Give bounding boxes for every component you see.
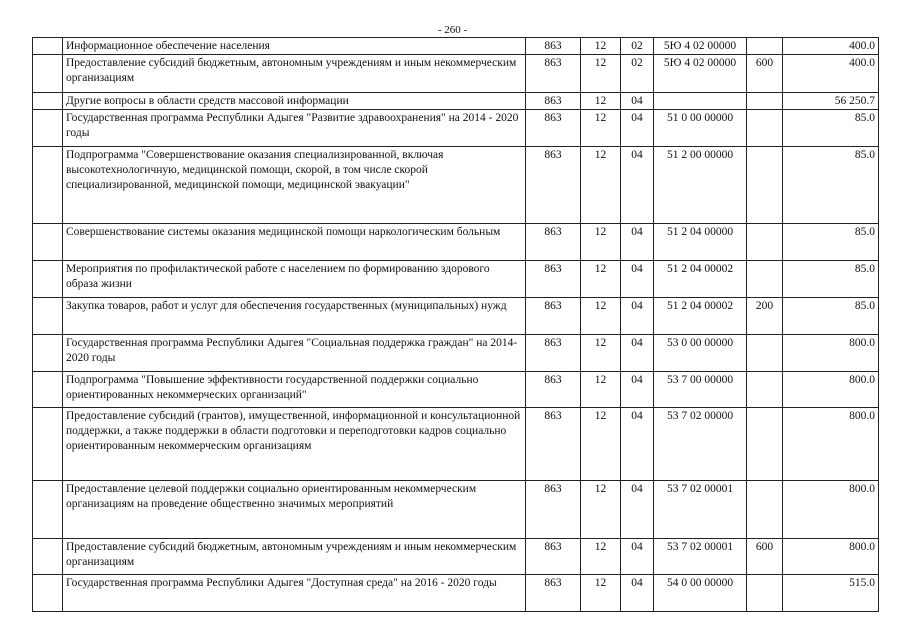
amount-cell: 800.0	[783, 539, 879, 575]
row-number-cell	[33, 147, 63, 224]
section-code-cell: 12	[581, 575, 621, 612]
item-name-cell: Другие вопросы в области средств массовой информации	[63, 93, 526, 110]
table-row	[33, 261, 879, 298]
target-article-code-cell: 51 2 04 00002	[654, 298, 747, 335]
table-row	[33, 147, 879, 224]
section-code-cell: 12	[581, 93, 621, 110]
item-name-cell: Подпрограмма "Повышение эффективности государственной поддержки социально ориентированных некоммерческих организаций"	[63, 372, 526, 408]
department-code-cell: 863	[526, 93, 581, 110]
row-number-cell	[33, 408, 63, 481]
row-number-cell	[33, 261, 63, 298]
expense-type-code-cell	[747, 93, 783, 110]
subsection-code-cell: 04	[621, 481, 654, 539]
row-number-cell	[33, 575, 63, 612]
section-code-cell: 12	[581, 481, 621, 539]
budget-table-body	[33, 38, 879, 612]
section-code-cell: 12	[581, 38, 621, 55]
item-name-cell: Закупка товаров, работ и услуг для обеспечения государственных (муниципальных) нужд	[63, 298, 526, 335]
budget-table	[32, 37, 879, 612]
amount-cell: 515.0	[783, 575, 879, 612]
row-number-cell	[33, 38, 63, 55]
target-article-code-cell: 51 0 00 00000	[654, 110, 747, 147]
table-row	[33, 372, 879, 408]
target-article-code-cell: 5Ю 4 02 00000	[654, 55, 747, 93]
subsection-code-cell: 02	[621, 55, 654, 93]
row-number-cell	[33, 372, 63, 408]
item-name-cell: Государственная программа Республики Адыгея "Социальная поддержка граждан" на 2014-2020 годы	[63, 335, 526, 372]
table-row	[33, 539, 879, 575]
subsection-code-cell: 04	[621, 408, 654, 481]
table-row	[33, 93, 879, 110]
amount-cell: 800.0	[783, 335, 879, 372]
table-row	[33, 335, 879, 372]
subsection-code-cell: 04	[621, 147, 654, 224]
subsection-code-cell: 04	[621, 298, 654, 335]
table-row	[33, 224, 879, 261]
row-number-cell	[33, 110, 63, 147]
department-code-cell: 863	[526, 372, 581, 408]
subsection-code-cell: 04	[621, 575, 654, 612]
section-code-cell: 12	[581, 335, 621, 372]
expense-type-code-cell: 600	[747, 539, 783, 575]
item-name-cell: Совершенствование системы оказания медицинской помощи наркологическим больным	[63, 224, 526, 261]
amount-cell: 56 250.7	[783, 93, 879, 110]
target-article-code-cell: 53 7 02 00000	[654, 408, 747, 481]
section-code-cell: 12	[581, 110, 621, 147]
subsection-code-cell: 04	[621, 372, 654, 408]
section-code-cell: 12	[581, 539, 621, 575]
subsection-code-cell: 04	[621, 224, 654, 261]
subsection-code-cell: 02	[621, 38, 654, 55]
subsection-code-cell: 04	[621, 261, 654, 298]
item-name-cell: Информационное обеспечение населения	[63, 38, 526, 55]
row-number-cell	[33, 224, 63, 261]
expense-type-code-cell: 600	[747, 55, 783, 93]
row-number-cell	[33, 298, 63, 335]
department-code-cell: 863	[526, 261, 581, 298]
department-code-cell: 863	[526, 110, 581, 147]
amount-cell: 400.0	[783, 38, 879, 55]
amount-cell: 800.0	[783, 408, 879, 481]
item-name-cell: Государственная программа Республики Адыгея "Развитие здравоохранения" на 2014 - 2020 годы	[63, 110, 526, 147]
target-article-code-cell: 53 7 02 00001	[654, 539, 747, 575]
department-code-cell: 863	[526, 147, 581, 224]
amount-cell: 85.0	[783, 147, 879, 224]
row-number-cell	[33, 55, 63, 93]
item-name-cell: Предоставление субсидий (грантов), имущественной, информационной и консультационной поддержки, а также поддержки в области подготовки и переподготовки кадров социально ориентированным некоммерческим организациям	[63, 408, 526, 481]
section-code-cell: 12	[581, 372, 621, 408]
page-number: - 260 -	[437, 24, 468, 36]
subsection-code-cell: 04	[621, 539, 654, 575]
expense-type-code-cell	[747, 147, 783, 224]
amount-cell: 85.0	[783, 224, 879, 261]
amount-cell: 85.0	[783, 261, 879, 298]
target-article-code-cell: 53 7 02 00001	[654, 481, 747, 539]
table-row	[33, 38, 879, 55]
expense-type-code-cell	[747, 110, 783, 147]
item-name-cell: Предоставление субсидий бюджетным, автономным учреждениям и иным некоммерческим организациям	[63, 55, 526, 93]
section-code-cell: 12	[581, 147, 621, 224]
department-code-cell: 863	[526, 335, 581, 372]
target-article-code-cell: 51 2 04 00002	[654, 261, 747, 298]
row-number-cell	[33, 481, 63, 539]
table-row	[33, 110, 879, 147]
department-code-cell: 863	[526, 575, 581, 612]
target-article-code-cell	[654, 93, 747, 110]
expense-type-code-cell	[747, 372, 783, 408]
expense-type-code-cell	[747, 38, 783, 55]
subsection-code-cell: 04	[621, 335, 654, 372]
target-article-code-cell: 51 2 00 00000	[654, 147, 747, 224]
expense-type-code-cell	[747, 224, 783, 261]
expense-type-code-cell	[747, 408, 783, 481]
item-name-cell: Государственная программа Республики Адыгея "Доступная среда" на 2016 - 2020 годы	[63, 575, 526, 612]
table-row	[33, 408, 879, 481]
subsection-code-cell: 04	[621, 110, 654, 147]
row-number-cell	[33, 539, 63, 575]
table-row	[33, 575, 879, 612]
expense-type-code-cell	[747, 335, 783, 372]
table-row	[33, 481, 879, 539]
department-code-cell: 863	[526, 55, 581, 93]
target-article-code-cell: 53 7 00 00000	[654, 372, 747, 408]
row-number-cell	[33, 335, 63, 372]
item-name-cell: Предоставление субсидий бюджетным, автономным учреждениям и иным некоммерческим организациям	[63, 539, 526, 575]
amount-cell: 400.0	[783, 55, 879, 93]
expense-type-code-cell	[747, 575, 783, 612]
section-code-cell: 12	[581, 224, 621, 261]
target-article-code-cell: 54 0 00 00000	[654, 575, 747, 612]
amount-cell: 800.0	[783, 481, 879, 539]
amount-cell: 800.0	[783, 372, 879, 408]
department-code-cell: 863	[526, 539, 581, 575]
target-article-code-cell: 5Ю 4 02 00000	[654, 38, 747, 55]
table-row	[33, 298, 879, 335]
department-code-cell: 863	[526, 298, 581, 335]
target-article-code-cell: 51 2 04 00000	[654, 224, 747, 261]
target-article-code-cell: 53 0 00 00000	[654, 335, 747, 372]
amount-cell: 85.0	[783, 110, 879, 147]
row-number-cell	[33, 93, 63, 110]
expense-type-code-cell	[747, 261, 783, 298]
department-code-cell: 863	[526, 481, 581, 539]
department-code-cell: 863	[526, 224, 581, 261]
section-code-cell: 12	[581, 298, 621, 335]
section-code-cell: 12	[581, 408, 621, 481]
item-name-cell: Мероприятия по профилактической работе с населением по формированию здорового образа жизни	[63, 261, 526, 298]
item-name-cell: Подпрограмма "Совершенствование оказания специализированной, включая высокотехнологичную, медицинской помощи, скорой, в том числе скорой специализированной, медицинской помощи, медицинской эвакуации"	[63, 147, 526, 224]
section-code-cell: 12	[581, 55, 621, 93]
table-row	[33, 55, 879, 93]
department-code-cell: 863	[526, 408, 581, 481]
subsection-code-cell: 04	[621, 93, 654, 110]
expense-type-code-cell	[747, 481, 783, 539]
item-name-cell: Предоставление целевой поддержки социально ориентированным некоммерческим организациям на проведение общественно значимых мероприятий	[63, 481, 526, 539]
expense-type-code-cell: 200	[747, 298, 783, 335]
section-code-cell: 12	[581, 261, 621, 298]
department-code-cell: 863	[526, 38, 581, 55]
amount-cell: 85.0	[783, 298, 879, 335]
